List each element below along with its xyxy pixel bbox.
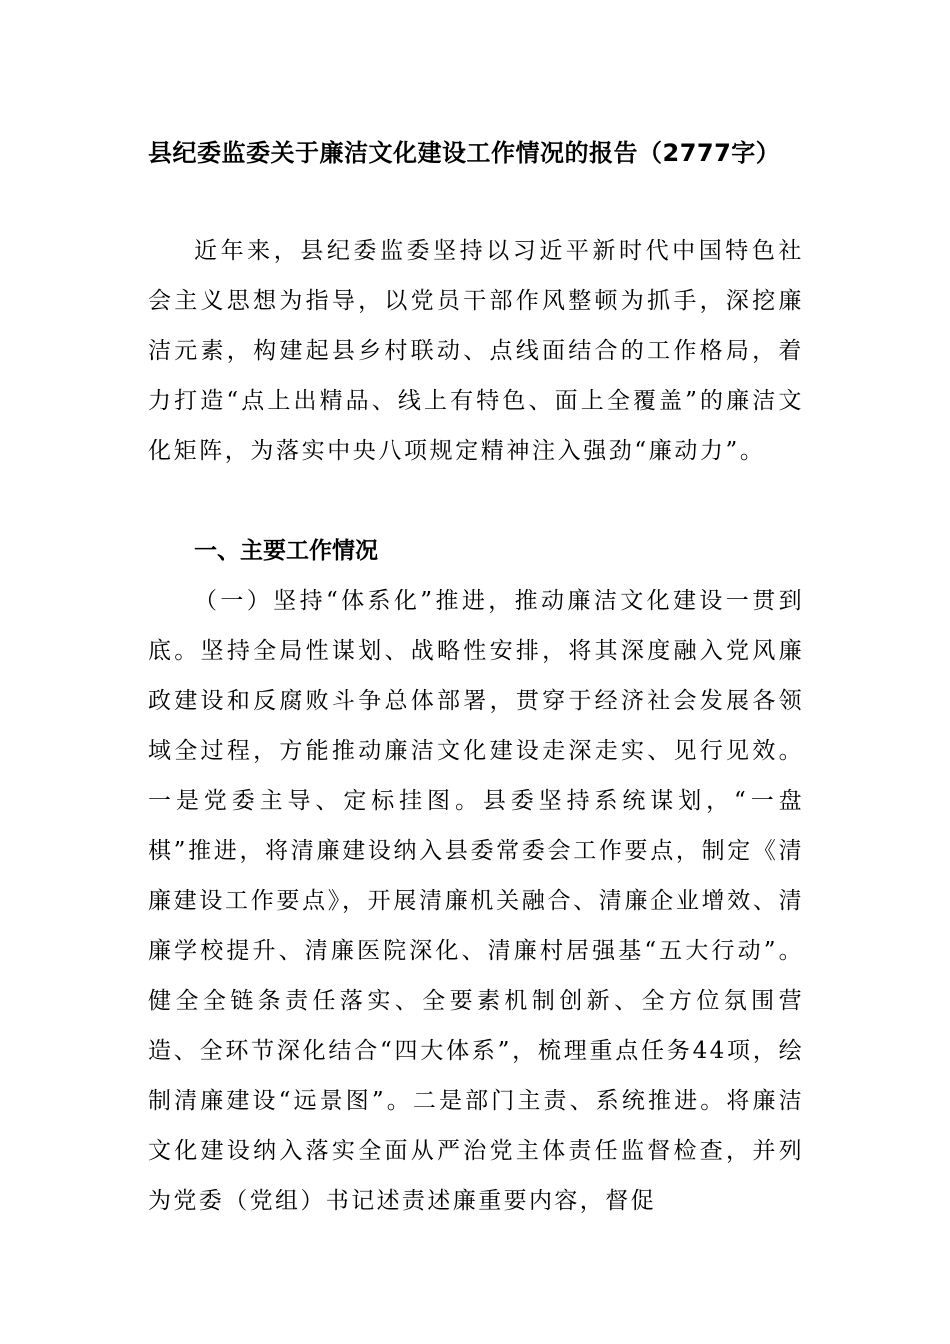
section-heading: 一、主要工作情况 bbox=[194, 538, 378, 564]
section-paragraph: （一）坚持“体系化”推进，推动廉洁文化建设一贯到底。坚持全局性谋划、战略性安排，将其深度融入党风廉政建设和反腐败斗争总体部署，贯穿于经济社会发展各领域全过程，方能推动廉洁文化建设走深走实、见行见效。一是党委主导、定标挂图。县委坚持系统谋划，“一盘棋”推进，将清廉建设纳入县委常委会工作要点，制定《清廉建设工作要点》，开展清廉机关融合、清廉企业增效、清廉学校提升、清廉医院深化、清廉村居强基“五大行动”。健全全链条责任落实、全要素机制创新、全方位氛围营造、全环节深化结合“四大体系”，梳理重点任务44项，绘制清廉建设“远景图”。二是部门主责、系统推进。将廉洁文化建设纳入落实全面从严治党主体责任监督检查，并列为党委（党组）书记述责述廉重要内容，督促 bbox=[148, 588, 804, 1214]
document-title: 县纪委监委关于廉洁文化建设工作情况的报告（2777字） bbox=[148, 139, 781, 167]
intro-paragraph: 近年来，县纪委监委坚持以习近平新时代中国特色社会主义思想为指导，以党员干部作风整顿为抓手，深挖廉洁元素，构建起县乡村联动、点线面结合的工作格局，着力打造“点上出精品、线上有特色、面上全覆盖”的廉洁文化矩阵，为落实中央八项规定精神注入强劲“廉动力”。 bbox=[148, 238, 804, 464]
